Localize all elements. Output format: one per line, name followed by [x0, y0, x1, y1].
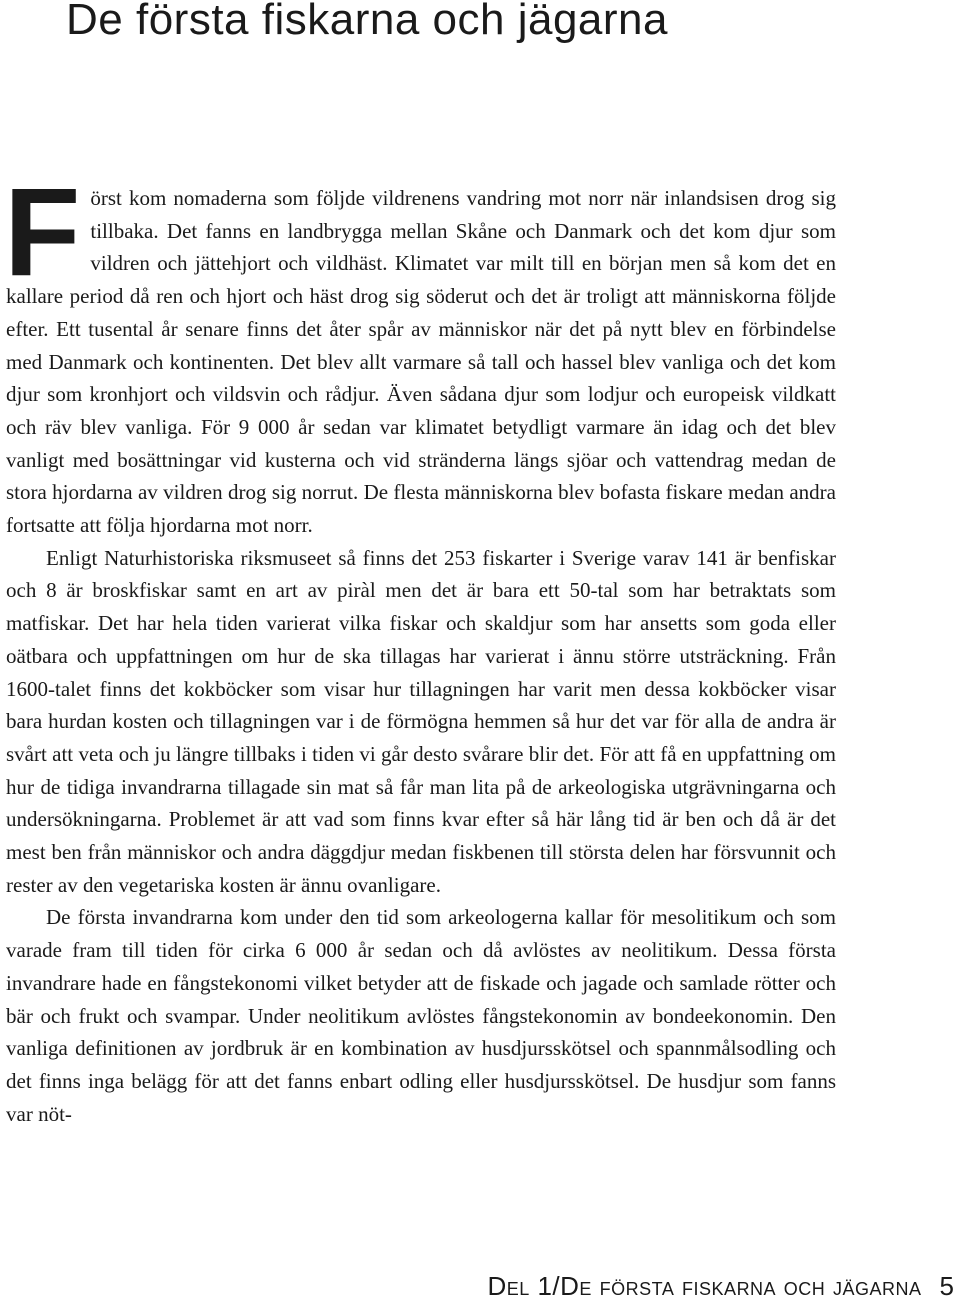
paragraph	[4, 163, 836, 542]
body-text	[4, 163, 836, 1130]
running-head: Del 1/De första fiskarna och jägarna	[487, 1271, 922, 1301]
paragraph: De första invandrarna kom under den tid som arkeologerna kallar för mesolitikum och som varade fram till tiden för cirka 6 000 år sedan och då avlöstes av neolitikum. Dessa första invandrare hade en fångstekonomi vilket betyder att de fiskade och jagade och samlade rötter och bär och frukt och svampar. Under neolitikum avlöstes fångstekonomin av bondeekonomin. Den vanliga definitionen av jordbruk är en kombination av husdjursskötsel och spannmålsodling och det finns inga belägg för att det fanns enbart odling eller husdjursskötsel. De husdjur som fanns var nöt-	[6, 905, 836, 1126]
drop-cap: F	[4, 163, 81, 302]
page-number: 5	[939, 1271, 954, 1301]
paragraph-text: örst kom nomaderna som följde vildrenens vandring mot norr när inlandsisen drog sig tillbaka. Det fanns en landbrygga mellan Skåne och Danmark och det kom djur som vildren och jättehjort och vildhäst. Klimatet var milt till en början men så kom det en kallare period då ren och hjort och häst drog sig söderut och det är troligt att människorna följde efter. Ett tusental år senare finns det åter spår av människor när det på nytt blev en förbindelse med Danmark och kontinenten. Det blev allt varmare så tall och hassel blev vanliga och det kom djur som kronhjort och vildsvin och rådjur. Även sådana djur som lodjur och europeisk vildkatt och räv blev vanliga. För 9 000 år sedan var klimatet betydligt varmare än idag och det blev vanligt med bosättningar vid kusterna och vid stränderna längs sjöar och vattendrag medan de stora hjordarna av vildren drog sig norrut. De flesta människorna blev bofasta fiskare medan andra fortsatte att följa hjordarna mot norr.	[6, 186, 836, 538]
paragraph: Enligt Naturhistoriska riksmuseet så finns det 253 fiskarter i Sverige varav 141 är benfiskar och 8 är broskfiskar samt en art av piràl men det är bara ett 50-tal som har betraktats som matfiskar. Det har hela tiden varierat vilka fiskar och skaldjur som har ansetts som goda eller oätbara och uppfattningen om hur de ska tillagas har varierat i ännu större utsträckning. Från 1600-talet finns det kokböcker som visar hur tillagningen har varit men dessa kokböcker visar bara hurdan kosten och tillagningen var i de förmögna hemmen så hur det var för alla de andra är svårt att veta och ju längre tillbaks i tiden vi går desto svårare blir det. För att få en uppfattning om hur de tidiga invandrarna tillagade sin mat så får man lita på de arkeologiska utgrävningarna och undersökningarna. Problemet är att vad som finns kvar efter så här lång tid är ben och då är det mest ben från människor och andra däggdjur medan fiskbenen till största delen har försvunnit och rester av den vegetariska kosten är ännu ovanligare.	[6, 545, 836, 897]
page-title: De första fiskarna och jägarna	[66, 0, 668, 44]
page-footer	[487, 1271, 954, 1301]
